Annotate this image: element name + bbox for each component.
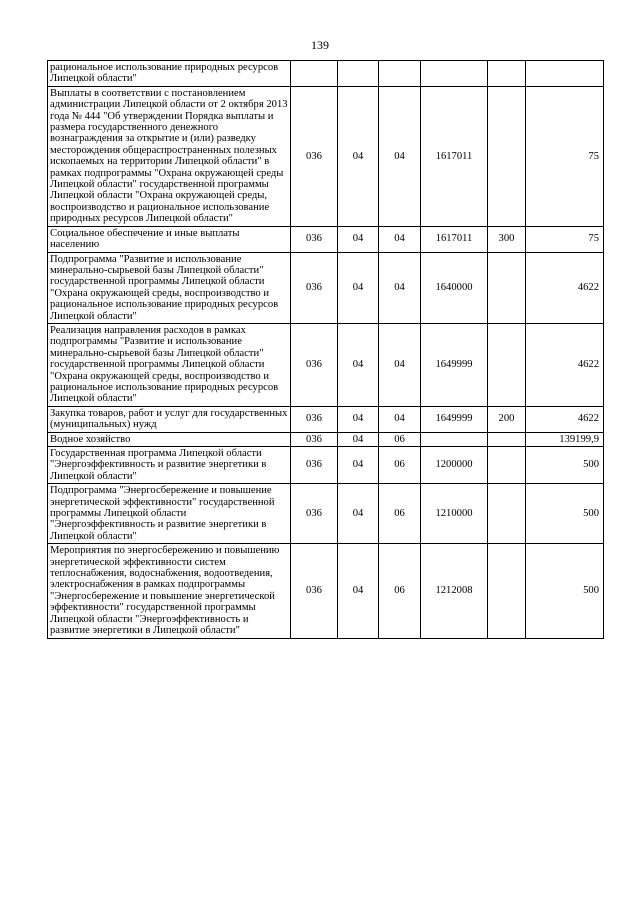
section-code: 04 <box>338 432 379 446</box>
ministry-code: 036 <box>291 484 338 544</box>
amount: 500 <box>526 544 604 638</box>
subsection-code: 04 <box>379 323 421 406</box>
expense-type-code <box>488 447 526 484</box>
table-row <box>48 432 604 446</box>
subsection-code: 06 <box>379 544 421 638</box>
section-code: 04 <box>338 226 379 252</box>
amount: 500 <box>526 484 604 544</box>
expense-type-code: 300 <box>488 226 526 252</box>
expense-type-code <box>488 61 526 87</box>
target-code: 1617011 <box>421 226 488 252</box>
target-code: 1200000 <box>421 447 488 484</box>
target-code: 1640000 <box>421 252 488 323</box>
amount <box>526 61 604 87</box>
table-row <box>48 323 604 406</box>
subsection-code: 04 <box>379 406 421 432</box>
section-code <box>338 61 379 87</box>
amount: 500 <box>526 447 604 484</box>
amount: 75 <box>526 86 604 226</box>
subsection-code: 06 <box>379 432 421 446</box>
table-row <box>48 484 604 544</box>
subsection-code: 06 <box>379 484 421 544</box>
amount: 75 <box>526 226 604 252</box>
page-number: 139 <box>311 38 329 52</box>
row-description: Подпрограмма "Энергосбережение и повышение энергетической эффективности" государственной программы Липецкой области "Энергоэффективность и развитие энергетики в Липецкой области" <box>48 484 291 544</box>
ministry-code <box>291 61 338 87</box>
section-code: 04 <box>338 484 379 544</box>
expense-type-code <box>488 544 526 638</box>
row-description: Выплаты в соответствии с постановлением администрации Липецкой области от 2 октября 2013 года № 444 "Об утверждении Порядка выплаты и размера государственного денежного вознаграждения за открытие и (или) разведку месторождения общераспространенных полезных ископаемых на территории Липецкой области" в рамках подпрограммы "Охрана окружающей среды Липецкой области" государственной программы Липецкой области "Охрана окружающей среды, воспроизводство и рациональное использование природных ресурсов Липецкой области" <box>48 86 291 226</box>
section-code: 04 <box>338 447 379 484</box>
ministry-code: 036 <box>291 86 338 226</box>
ministry-code: 036 <box>291 406 338 432</box>
row-description: Государственная программа Липецкой области "Энергоэффективность и развитие энергетики в Липецкой области" <box>48 447 291 484</box>
ministry-code: 036 <box>291 432 338 446</box>
ministry-code: 036 <box>291 323 338 406</box>
ministry-code: 036 <box>291 447 338 484</box>
amount: 139199,9 <box>526 432 604 446</box>
expense-type-code: 200 <box>488 406 526 432</box>
target-code: 1649999 <box>421 406 488 432</box>
ministry-code: 036 <box>291 226 338 252</box>
ministry-code: 036 <box>291 544 338 638</box>
table-row <box>48 61 604 87</box>
expense-type-code <box>488 484 526 544</box>
row-description: Реализация направления расходов в рамках подпрограммы "Развитие и использование минерально-сырьевой базы Липецкой области" государственной программы Липецкой области "Охрана окружающей среды, воспроизводство и рациональное использование природных ресурсов Липецкой области" <box>48 323 291 406</box>
section-code: 04 <box>338 252 379 323</box>
table-row <box>48 226 604 252</box>
row-description: рациональное использование природных ресурсов Липецкой области" <box>48 61 291 87</box>
table-row <box>48 406 604 432</box>
row-description: Подпрограмма "Развитие и использование минерально-сырьевой базы Липецкой области" государственной программы Липецкой области "Охрана окружающей среды, воспроизводство и рациональное использование природных ресурсов Липецкой области" <box>48 252 291 323</box>
target-code: 1210000 <box>421 484 488 544</box>
expense-type-code <box>488 252 526 323</box>
expense-type-code <box>488 323 526 406</box>
subsection-code: 04 <box>379 226 421 252</box>
table-row <box>48 447 604 484</box>
table-row <box>48 544 604 638</box>
subsection-code <box>379 61 421 87</box>
row-description: Социальное обеспечение и иные выплаты населению <box>48 226 291 252</box>
section-code: 04 <box>338 406 379 432</box>
expense-type-code <box>488 86 526 226</box>
section-code: 04 <box>338 323 379 406</box>
row-description: Закупка товаров, работ и услуг для государственных (муниципальных) нужд <box>48 406 291 432</box>
row-description: Мероприятия по энергосбережению и повышению энергетической эффективности систем теплоснабжения, водоснабжения, водоотведения, электроснабжения в рамках подпрограммы "Энергосбережение и повышение энергетической эффективности" государственной программы Липецкой области "Энергоэффективность и развитие энергетики в Липецкой области" <box>48 544 291 638</box>
target-code: 1212008 <box>421 544 488 638</box>
section-code: 04 <box>338 86 379 226</box>
table-row <box>48 86 604 226</box>
target-code: 1649999 <box>421 323 488 406</box>
amount: 4622 <box>526 406 604 432</box>
amount: 4622 <box>526 252 604 323</box>
subsection-code: 06 <box>379 447 421 484</box>
section-code: 04 <box>338 544 379 638</box>
subsection-code: 04 <box>379 252 421 323</box>
table-row <box>48 252 604 323</box>
target-code <box>421 432 488 446</box>
amount: 4622 <box>526 323 604 406</box>
subsection-code: 04 <box>379 86 421 226</box>
ministry-code: 036 <box>291 252 338 323</box>
expense-type-code <box>488 432 526 446</box>
target-code: 1617011 <box>421 86 488 226</box>
budget-table <box>47 60 604 639</box>
target-code <box>421 61 488 87</box>
row-description: Водное хозяйство <box>48 432 291 446</box>
